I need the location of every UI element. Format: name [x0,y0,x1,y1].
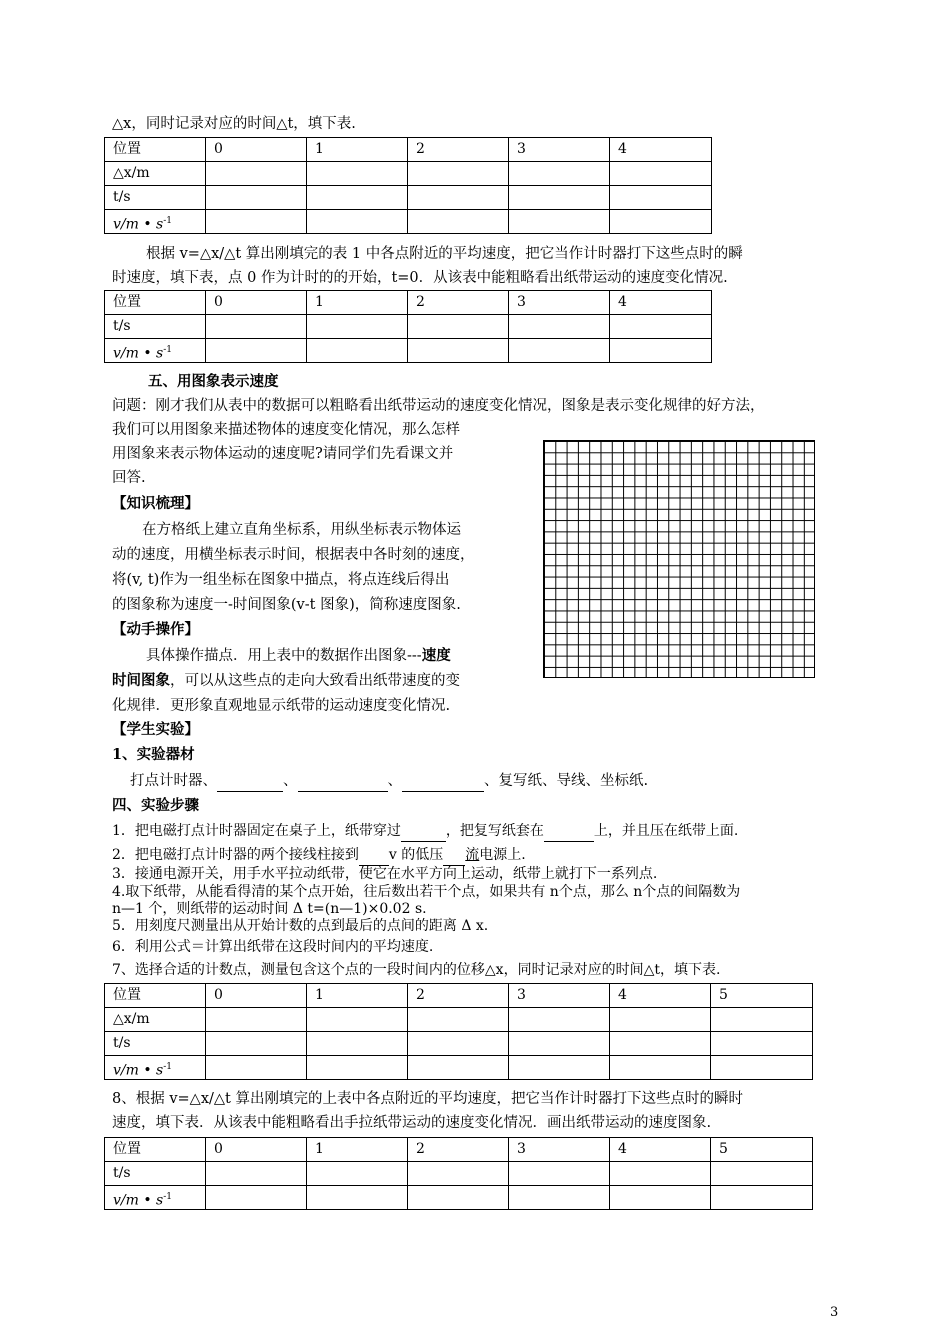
input-cell[interactable] [408,1008,509,1032]
input-cell[interactable] [509,315,610,339]
header-cell: 3 [509,138,610,162]
header-cell: 1 [307,138,408,162]
input-cell[interactable] [610,1056,711,1080]
input-cell[interactable] [509,339,610,363]
superscript: -1 [163,216,173,226]
header-cell: 0 [206,291,307,315]
knowledge-line-1: 在方格纸上建立直角坐标系，用纵坐标表示物体运 [142,522,461,538]
step-8-line1: 8、根据 v=△x/△t 算出刚填完的上表中各点附近的平均速度，把它当作计时器打下这些点时的瞬时 [112,1091,743,1107]
step-4a: 4.取下纸带，从能看得清的某个点开始，往后数出若干个点，如果共有 n个点，那么 n个点的间隔数为 [112,884,741,900]
header-cell: 5 [711,984,813,1008]
input-cell[interactable] [206,210,307,234]
input-cell[interactable] [509,186,610,210]
input-cell[interactable] [307,315,408,339]
question-cont-2: 用图象来表示物体运动的速度呢?请同学们先看课文并 [112,446,454,462]
input-cell[interactable] [711,1186,813,1210]
step-text: 2．把电磁打点计时器的两个接线柱接到 [112,847,359,863]
input-cell[interactable] [206,1056,307,1080]
table-1 [104,137,712,234]
step-text: 1．把电磁打点计时器固定在桌子上，纸带穿过 [112,823,401,839]
row-label-text: v/m • s [113,345,164,362]
step-text: v 的低压 [388,847,444,863]
superscript: -1 [163,1062,173,1072]
input-cell[interactable] [408,339,509,363]
row-label: t/s [105,1032,206,1056]
handson-bold: 时间图象 [112,672,170,689]
header-cell: 1 [307,984,408,1008]
header-cell: 2 [408,984,509,1008]
row-label-text: v/m • s [113,216,164,233]
student-exp-title: 【学生实验】 [112,721,199,738]
header-cell: 3 [509,291,610,315]
step-8-line2: 速度，填下表．从该表中能粗略看出手拉纸带运动的速度变化情况．画出纸带运动的速度图象. [112,1115,712,1131]
input-cell[interactable] [610,210,712,234]
input-cell[interactable] [206,186,307,210]
input-cell[interactable] [408,186,509,210]
handson-title: 【动手操作】 [112,621,199,638]
input-cell[interactable] [408,162,509,186]
input-cell[interactable] [206,1186,307,1210]
input-cell[interactable] [610,186,712,210]
table-2 [104,290,712,363]
row-label: t/s [105,1162,206,1186]
table-4 [104,1137,813,1210]
question-cont-3: 回答. [112,470,146,486]
input-cell[interactable] [509,1032,610,1056]
input-cell[interactable] [206,1162,307,1186]
input-cell[interactable] [408,315,509,339]
input-cell[interactable] [610,1186,711,1210]
superscript: -1 [163,345,173,355]
header-cell: 3 [509,1138,610,1162]
input-cell[interactable] [206,315,307,339]
blank-field[interactable] [544,821,594,842]
header-cell: 4 [610,291,712,315]
header-cell: 2 [408,291,509,315]
input-cell[interactable] [307,339,408,363]
para1-line2: 时速度，填下表，点 0 作为计时的的开始，t=0．从该表中能粗略看出纸带运动的速度变化情况. [112,270,728,286]
header-cell: 0 [206,1138,307,1162]
header-cell: 4 [610,984,711,1008]
knowledge-line-2: 动的速度，用横坐标表示时间，根据表中各时刻的速度， [112,547,475,563]
input-cell[interactable] [610,339,712,363]
input-cell[interactable] [408,1032,509,1056]
step-3: 3．接通电源开关，用手水平拉动纸带，使它在水平方向上运动，纸带上就打下一系列点. [112,866,658,882]
header-cell: 2 [408,1138,509,1162]
input-cell[interactable] [307,1056,408,1080]
step-text: ，把复写纸套在 [445,823,544,839]
table-row [105,210,712,234]
row-label [105,1186,206,1210]
header-cell: 4 [610,1138,711,1162]
input-cell[interactable] [610,315,712,339]
page-number: 3 [830,1305,839,1320]
row-label: t/s [105,186,206,210]
row-label [105,1056,206,1080]
header-cell: 0 [206,138,307,162]
input-cell[interactable] [307,1162,408,1186]
step-6: 6．利用公式＝计算出纸带在这段时间内的平均速度. [112,939,434,955]
question-line: 问题：刚才我们从表中的数据可以粗略看出纸带运动的速度变化情况，图象是表示变化规律的好方法， [112,398,765,414]
handson-line-3: 化规律．更形象直观地显示纸带的运动速度变化情况. [112,698,451,714]
input-cell[interactable] [408,210,509,234]
table-row [105,315,712,339]
table-row [105,1032,813,1056]
blank-field[interactable] [443,845,465,866]
input-cell[interactable] [307,162,408,186]
header-cell: 3 [509,984,610,1008]
input-cell[interactable] [711,1056,813,1080]
header-cell: 5 [711,1138,813,1162]
graph-paper-grid[interactable] [543,440,815,678]
input-cell[interactable] [307,1032,408,1056]
handson-bold: 速度 [421,647,451,664]
input-cell[interactable] [711,1032,813,1056]
knowledge-line-4: 的图象称为速度一-时间图象(v-t 图象)，简称速度图象. [112,597,461,613]
row-label: △x/m [105,1008,206,1032]
input-cell[interactable] [408,1056,509,1080]
step-underlined: 流 [465,847,480,863]
input-cell[interactable] [307,1186,408,1210]
equipment-text: 、复写纸、导线、坐标纸. [484,773,649,789]
table-3 [104,983,813,1080]
input-cell[interactable] [509,1008,610,1032]
input-cell[interactable] [408,1162,509,1186]
row-label: t/s [105,315,206,339]
row-label: △x/m [105,162,206,186]
input-cell[interactable] [711,1162,813,1186]
header-cell: 位置 [105,984,206,1008]
table-row [105,984,813,1008]
header-cell: 4 [610,138,712,162]
step-text: 上，并且压在纸带上面. [593,823,739,839]
step-1 [112,821,738,842]
question-cont-1: 我们可以用图象来描述物体的速度变化情况，那么怎样 [112,422,460,438]
handson-line-2 [112,671,460,691]
input-cell[interactable] [610,162,712,186]
equipment-text: 、 [387,773,402,789]
table-row [105,162,712,186]
input-cell[interactable] [509,210,610,234]
header-cell: 位置 [105,138,206,162]
header-cell: 2 [408,138,509,162]
input-cell[interactable] [610,1162,711,1186]
header-cell: 1 [307,291,408,315]
row-label-text: v/m • s [113,1062,164,1079]
header-cell: 0 [206,984,307,1008]
input-cell[interactable] [206,162,307,186]
table-row [105,1056,813,1080]
handson-text: 具体操作描点．用上表中的数据作出图象--- [146,648,422,664]
input-cell[interactable] [307,210,408,234]
step-text: 电源上. [479,847,526,863]
handson-text: ，可以从这些点的走向大致看出纸带速度的变 [170,673,460,689]
input-cell[interactable] [206,1008,307,1032]
section5-title: 五、用图象表示速度 [148,373,279,390]
input-cell[interactable] [206,1032,307,1056]
para1-line1: 根据 v=△x/△t 算出刚填完的表 1 中各点附近的平均速度，把它当作计时器打下这些点时的瞬 [146,246,743,262]
input-cell[interactable] [509,1162,610,1186]
table-row [105,1008,813,1032]
row-label-text: v/m • s [113,1192,164,1209]
equipment-title: 1、实验器材 [112,746,195,763]
intro-line: △x，同时记录对应的时间△t，填下表. [112,116,356,132]
step-7: 7、选择合适的计数点，测量包含这个点的一段时间内的位移△x，同时记录对应的时间△t，填下表. [112,962,721,978]
steps-title: 四、实验步骤 [112,797,199,814]
input-cell[interactable] [206,339,307,363]
input-cell[interactable] [509,1186,610,1210]
equipment-text: 、 [283,773,298,789]
header-cell: 位置 [105,1138,206,1162]
row-label [105,210,206,234]
blank-field[interactable] [359,845,389,866]
equipment-text: 打点计时器、 [130,773,217,789]
knowledge-title: 【知识梳理】 [112,495,199,512]
handson-line-1 [146,646,451,666]
step-5: 5．用刻度尺测量出从开始计数的点到最后的点间的距离 Δ x. [112,918,489,934]
input-cell[interactable] [307,186,408,210]
blank-field[interactable] [298,771,388,792]
table-row [105,291,712,315]
table-row [105,138,712,162]
input-cell[interactable] [610,1032,711,1056]
input-cell[interactable] [408,1186,509,1210]
input-cell[interactable] [711,1008,813,1032]
table-row [105,1162,813,1186]
input-cell[interactable] [307,1008,408,1032]
blank-field[interactable] [402,771,484,792]
blank-field[interactable] [401,821,446,842]
superscript: -1 [163,1192,173,1202]
table-row [105,1138,813,1162]
table-row [105,1186,813,1210]
step-4b: n—1 个，则纸带的运动时间 Δ t=(n—1)×0.02 s. [112,901,427,917]
table-row [105,186,712,210]
equipment-line [130,771,648,792]
knowledge-line-3: 将(v, t)作为一组坐标在图象中描点，将点连线后得出 [112,572,450,588]
blank-field[interactable] [217,771,283,792]
row-label [105,339,206,363]
input-cell[interactable] [610,1008,711,1032]
step-2 [112,845,526,866]
header-cell: 1 [307,1138,408,1162]
table-row [105,339,712,363]
input-cell[interactable] [509,1056,610,1080]
input-cell[interactable] [509,162,610,186]
header-cell: 位置 [105,291,206,315]
